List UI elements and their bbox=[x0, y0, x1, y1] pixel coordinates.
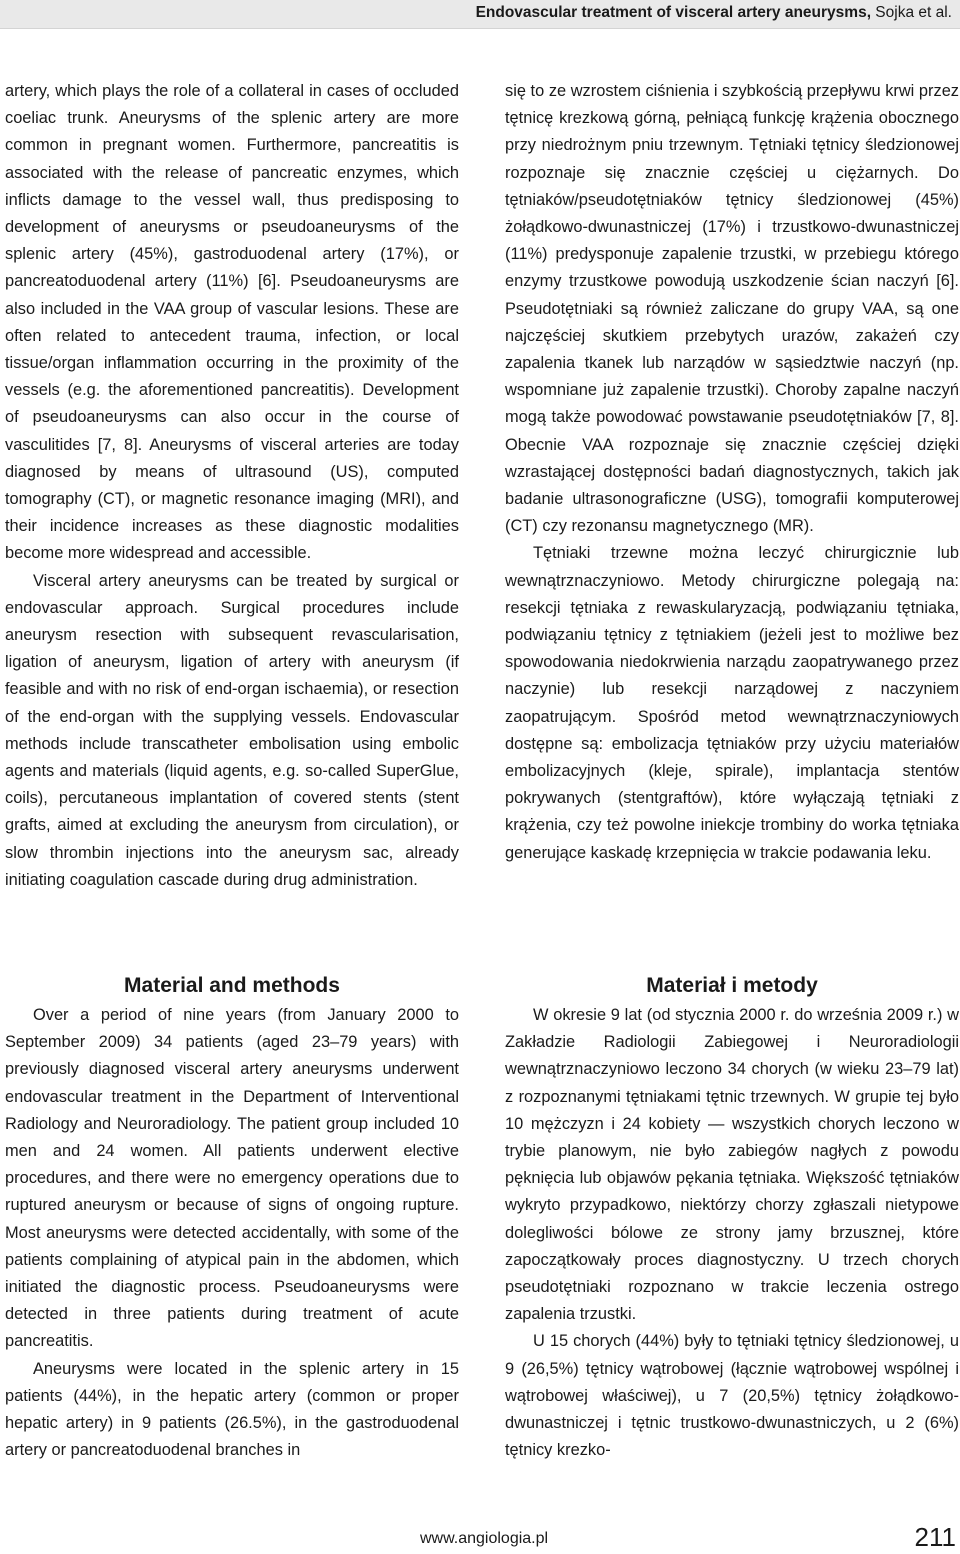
right-paragraph-3: W okresie 9 lat (od stycznia 2000 r. do września 2009 r.) w Zakładzie Radiologii Zabiegowej i Neuroradiologii wewnątrznaczyniowo leczono 34 chorych (w wieku 23–79 lat) z rozpoznanymi tętniakami tętnic trzewnych. W grupie tej było 10 mężczyzn i 24 kobiety — wszystkich chorych leczono w trybie planowym, nie było zabiegów nagłych z powodu pęknięcia lub objawów pękania tętniaka. Większość tętniaków wykryto przypadkowo, niektórzy chorzy zgłaszali nietypowe dolegliwości bólowe ze strony jamy brzusznej, które zapoczątkowały proces diagnostyczny. U trzech chorych pseudotętniaki rozpoznano w trakcie leczenia ostrego zapalenia trzustki. bbox=[505, 1006, 959, 1324]
right-column-bottom bbox=[505, 1002, 959, 1464]
header-title: Endovascular treatment of visceral artery aneurysms, bbox=[475, 4, 871, 21]
running-header-text bbox=[476, 4, 952, 22]
running-header bbox=[0, 0, 960, 29]
footer-url[interactable]: www.angiologia.pl bbox=[420, 1530, 549, 1547]
section-heading-en: Material and methods bbox=[124, 974, 340, 997]
left-column-bottom bbox=[5, 1002, 459, 1464]
header-authors: Sojka et al. bbox=[871, 4, 952, 21]
left-paragraph-1: artery, which plays the role of a collateral in cases of occluded coeliac trunk. Aneurysms of the splenic artery are more common in pregnant women. Furthermore, pancreatitis is associated with the release of pancreatic enzymes, which inflicts damage to the vessel wall, thus predisposing to development of aneurysms or pseudoaneurysms of the splenic artery (45%), gastroduodenal artery (17%), or pancreatoduodenal artery (11%) [6]. Pseudoaneurysms are also included in the VAA group of vascular lesions. These are often related to antecedent trauma, infection, or local tissue/organ inflammation occurring in the proximity of the vessels (e.g. the aforementioned pancreatitis). Development of pseudoaneurysms can also occur in the course of vasculitides [7, 8]. Aneurysms of visceral arteries are today diagnosed by means of ultrasound (US), computed tomography (CT), or magnetic resonance imaging (MRI), and their incidence increases as these diagnostic modalities become more widespread and accessible. bbox=[5, 82, 459, 563]
right-paragraph-1: się to ze wzrostem ciśnienia i szybkością przepływu krwi przez tętnicę krezkową górną, pełniącą funkcję krążenia obocznego przy niedrożnym pniu trzewnym. Tętniaki tętnicy śledzionowej rozpoznaje się znacznie częściej u ciężarnych. Do tętniaków/pseudotętniaków tętnicy śledzionowej (45%) żołądkowo-dwunastniczej (17%) i trzustkowo-dwunastniczej (11%) predysponuje zapalenie trzustki, w przebiegu którego enzymy trzustkowe powodują uszkodzenie ścian naczyń [6]. Pseudotętniaki są również zaliczane do grupy VAA, są one najczęściej skutkiem przebytych urazów, zakażeń czy zapalenia tkanek lub narządów w sąsiedztwie naczyń (np. wspomniane już zapalenie trzustki). Choroby zapalne naczyń mogą także powodować powstawanie pseudotętniaków [7, 8]. Obecnie VAA rozpoznaje się znacznie częściej dzięki wzrastającej dostępności badań diagnostycznych, takich jak badanie ultrasonograficzne (USG), tomografii komputerowej (CT) czy rezonansu magnetycznego (MR). bbox=[505, 82, 959, 536]
right-paragraph-4: U 15 chorych (44%) były to tętniaki tętnicy śledzionowej, u 9 (26,5%) tętnicy wątrobowej (łącznie wątrobowej wspólnej i wątrobowej właściwej), u 7 (20,5%) tętnicy żołądkowo-dwunastniczej i tętnic trustkowo-dwunastniczych, u 2 (6%) tętnicy krezko- bbox=[505, 1332, 959, 1460]
page-number: 211 bbox=[914, 1522, 956, 1552]
left-paragraph-2: Visceral artery aneurysms can be treated by surgical or endovascular approach. Surgical procedures include aneurysm resection with subsequent revascularisation, ligation of aneurysm, ligation of artery with aneurysm (if feasible and with no risk of end-organ ischaemia), or resection of the end-organ with the supplying vessels. Endovascular methods include transcatheter embolisation using embolic agents and materials (liquid agents, e.g. so-called SuperGlue, coils), percutaneous implantation of covered stents (stent grafts, aimed at excluding the aneurysm from circulation), or slow thrombin injections into the aneurysm sac, already initiating coagulation cascade during drug administration. bbox=[5, 571, 459, 889]
section-heading-pl: Materiał i metody bbox=[646, 974, 818, 997]
section-heading-en-wrap bbox=[5, 972, 459, 1000]
left-column-top bbox=[5, 78, 459, 894]
right-paragraph-2: Tętniaki trzewne można leczyć chirurgicznie lub wewnątrznaczyniowo. Metody chirurgiczne polegają na: resekcji tętniaka z rewaskularyzacją, podwiązaniu tętniaka, podwiązaniu tętnicy z tętniakiem (jeżeli jest to możliwe bez spowodowania niedokrwienia narządu zaopatrywanego przez naczynie) lub resekcji narządowej z naczyniem zaopatrującym. Spośród metod wewnątrznaczyniowych dostępne są: embolizacja tętniaków przy użyciu materiałów embolizacyjnych (kleje, spirale), implantacja stentów pokrywanych (stentgraftów), które wyłączają tętniaki z krążenia, czy też powolne iniekcje trombiny do worka tętniaka generujące kaskadę krzepnięcia w trakcie podawania leku. bbox=[505, 544, 959, 862]
left-paragraph-3: Over a period of nine years (from January 2000 to September 2009) 34 patients (aged 23–79 years) with previously diagnosed visceral artery aneurysms underwent endovascular treatment in the Department of Interventional Radiology and Neuroradiology. The patient group included 10 men and 24 women. All patients underwent elective procedures, and there were no emergency operations due to ruptured aneurysm or because of signs of ongoing rupture. Most aneurysms were detected accidentally, with some of the patients complaining of atypical pain in the abdomen, which initiated the diagnostic process. Pseudoaneurysms were detected in three patients during treatment of acute pancreatitis. bbox=[5, 1006, 459, 1351]
left-paragraph-4: Aneurysms were located in the splenic artery in 15 patients (44%), in the hepatic artery (common or proper hepatic artery) in 9 patients (26.5%), in the gastroduodenal artery or pancreatoduodenal branches in bbox=[5, 1359, 459, 1460]
section-heading-pl-wrap bbox=[505, 972, 959, 1000]
right-column-top bbox=[505, 78, 959, 867]
